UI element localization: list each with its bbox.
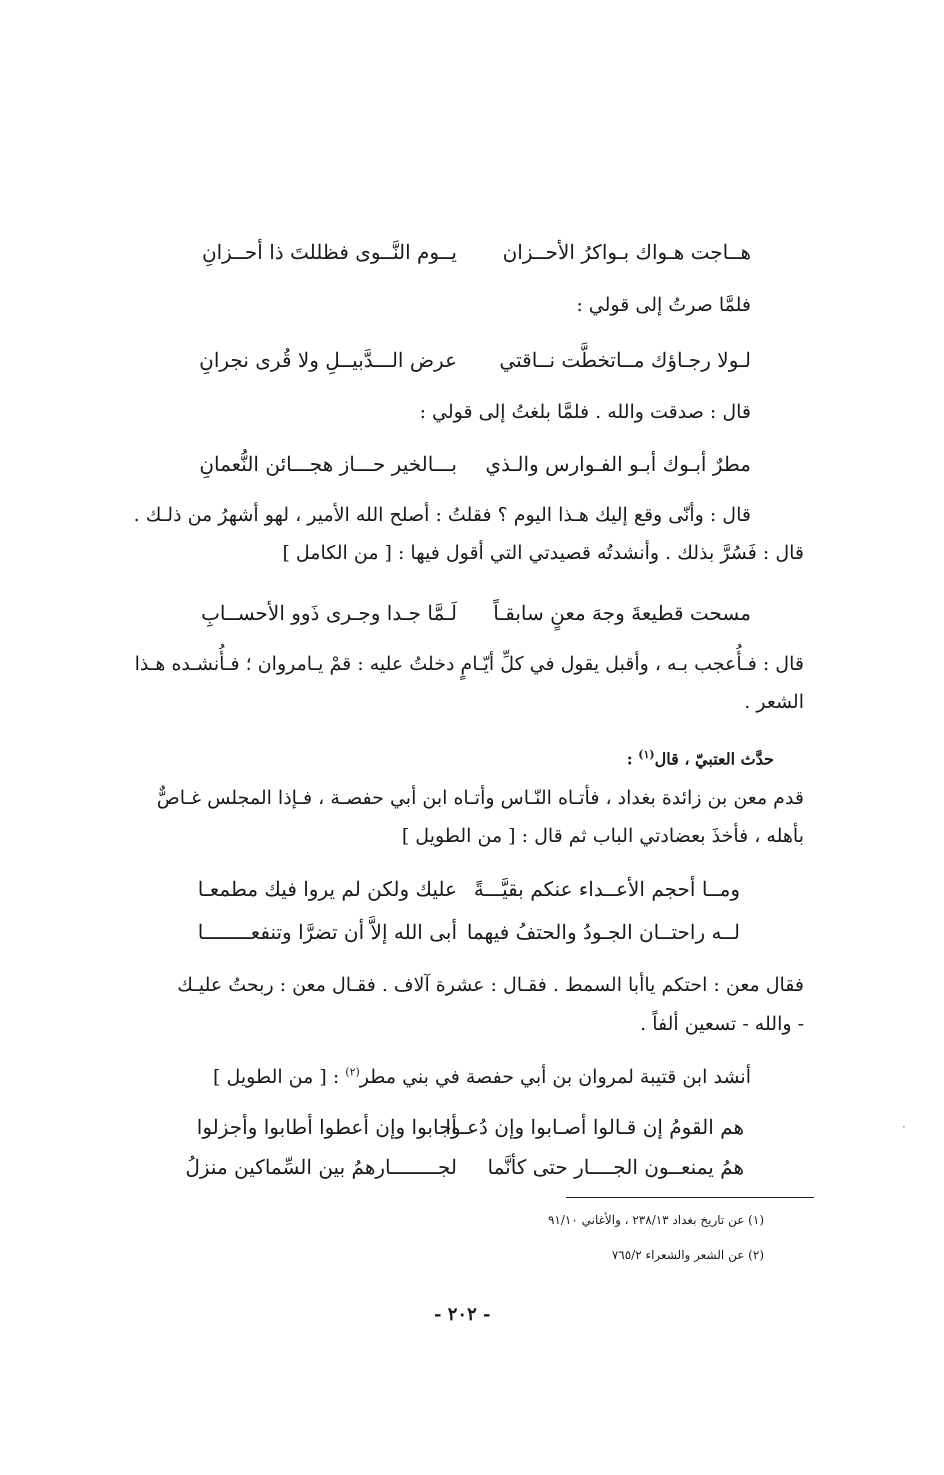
prose-line [213, 1065, 751, 1090]
verse-left-hemistich: بـــالخير حـــاز هجـــائن النُّعمانِ [199, 452, 457, 476]
verse-left-hemistich: لجــــــــارهمُ بين السِّماكين منزلُ [185, 1155, 457, 1179]
verse-line [0, 348, 944, 380]
prose-text: أنشد ابن قتيبة لمروان بن أبي حفصة في بني مطر [359, 1066, 751, 1088]
verse-right-hemistich: هــاجت هـواك بـواكرُ الأحــزان [502, 240, 751, 264]
verse-line [0, 1155, 944, 1187]
prose-line: قال : فَسُرَّ بذلك . وأنشدتُه قصيدتي التي أقول فيها : [ من الكامل ] [282, 542, 804, 564]
verse-line [0, 601, 944, 633]
prose-line: - والله - تسعين ألفاً . [640, 1013, 804, 1035]
verse-left-hemistich: عليك ولكن لم يروا فيك مطمعـا [197, 877, 457, 901]
verse-left-hemistich: يــوم النَّــوى فظللتَ ذا أحــزانِ [201, 240, 457, 264]
footnote-separator [566, 1197, 814, 1198]
verse-right-hemistich: همُ يمنعــون الجــــار حتى كأنَّما [487, 1155, 744, 1179]
verse-line [0, 240, 944, 272]
verse-line [0, 920, 944, 952]
section-heading [627, 748, 774, 768]
prose-line: قال : صدقت والله . فلمَّا بلغتُ إلى قولي : [419, 401, 751, 423]
verse-right-hemistich: هم القومُ إن قـالوا أصـابوا وإن دُعـوا [445, 1115, 744, 1139]
prose-line: قدم معن بن زائدة بغداد ، فأتـاه النّـاس وأتـاه ابن أبي حفصـة ، فـإذا المجلس غـاصٌّ [156, 787, 804, 809]
prose-line: فلمَّا صرتُ إلى قولي : [576, 294, 751, 316]
verse-line [0, 452, 944, 484]
prose-line: فقال معن : احتكم ياأبا السمط . فقـال : عشرة آلاف . فقـال معن : ربحتُ عليـك [177, 974, 804, 996]
verse-line [0, 877, 944, 909]
footnote-ref: (٢) [345, 1065, 360, 1079]
heading-colon: : [626, 749, 639, 769]
footnote: (١) عن تاريخ بغداد ٢٣٨/١٣ ، والأغاني ٩١/١٠ [547, 1213, 764, 1227]
verse-right-hemistich: مطرٌ أبـوك أبـو الفـوارس والـذي [485, 452, 751, 476]
verse-left-hemistich: لَـمَّا جـدا وجـرى ذَوو الأحســابِ [201, 601, 457, 625]
verse-left-hemistich: عرض الـــدَّبيــلِ ولا قُرى نجرانِ [199, 348, 457, 372]
prose-line: قال : وأنّى وقع إليك هـذا اليوم ؟ فقلتُ : أصلح الله الأمير ، لهو أشهرُ من ذلـك . [133, 504, 751, 526]
verse-right-hemistich: لــه راحتــان الجـودُ والحتفُ فيهما [466, 920, 740, 944]
heading-text: حدَّث العتبيّ ، قال [654, 749, 774, 769]
page-number: - ٢٠٢ - [434, 1304, 491, 1325]
verse-right-hemistich: مسحت قطيعةَ وجهَ معنٍ سابقـاً [493, 601, 751, 625]
prose-line: قال : فـأُعجب بـه ، وأقبل يقول في كلِّ أيّـامٍ دخلتُ عليه : قمْ يـامروان ؛ فـأُنشـده هـذا [134, 653, 804, 675]
prose-line: الشعر . [744, 691, 804, 713]
scan-mark: · [902, 1120, 906, 1134]
prose-text-end: : [ من الطويل ] [213, 1066, 346, 1088]
footnote-ref: (١) [638, 748, 655, 761]
verse-left-hemistich: أجابوا وإن أعطوا أطابوا وأجزلوا [196, 1115, 457, 1139]
verse-left-hemistich: أبى الله إلاَّ أن تضرَّا وتنفعــــــــا [197, 920, 457, 944]
verse-right-hemistich: لـولا رجـاؤك مــاتخطَّت نــاقتي [499, 348, 751, 372]
footnote: (٢) عن الشعر والشعراء ٧٦٥/٢ [611, 1248, 764, 1262]
verse-line [0, 1115, 944, 1147]
verse-right-hemistich: ومــا أحجم الأعــداء عنكم بقيَّـــةً [473, 877, 740, 901]
prose-line: بأهله ، فأخذَ بعضادتي الباب ثم قال : [ من الطويل ] [401, 825, 804, 847]
